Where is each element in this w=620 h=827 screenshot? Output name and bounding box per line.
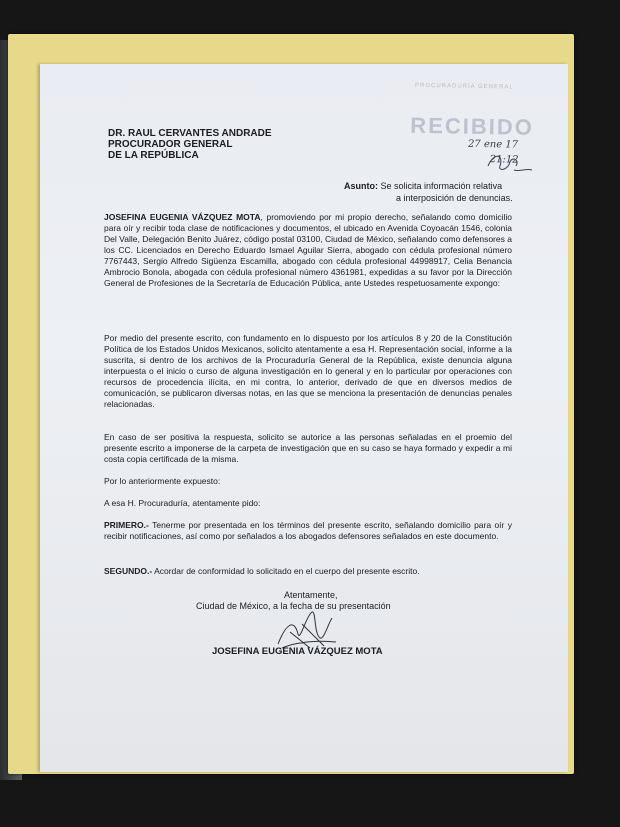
petitioner-name: JOSEFINA EUGENIA VÁZQUEZ MOTA — [104, 212, 261, 222]
primero-label: PRIMERO.- — [104, 520, 149, 530]
segundo-text: Acordar de conformidad lo solicitado en el cuerpo del presente escrito. — [152, 566, 420, 576]
addressee-block — [108, 128, 272, 161]
stamp-date: 27 ene 17 — [467, 138, 519, 151]
closing-atentamente: Atentamente, — [284, 590, 338, 600]
segundo-label: SEGUNDO.- — [104, 566, 153, 576]
stamp-header: PROCURADURÍA GENERAL — [414, 82, 514, 91]
paragraph-expuesto: Por lo anteriormente expuesto: — [104, 476, 221, 486]
addressee-institution: DE LA REPÚBLICA — [108, 150, 199, 161]
intro-text: , promoviendo por mi propio derecho, señalando como domicilio para oír y recibir toda clase de notificaciones y documentos, el ubicado en Avenida Coyoacán 1546, colonia Del Valle, Delegación Benito Juárez, código postal 03100, Ciudad de México, señalando como defensores a los CC. Licenciados en Derecho Eduardo Ismael Aguilar Sierra, abogado con cédula profesional número 7767443, Sergio Alfredo Sigüenza Escamilla, abogado con cédula profesional 44998917, Celia Benancia Ambrocio Bonola, abogada con cédula profesional número 4361981, expedidas a su favor por la Dirección General de Profesiones de la Secretaría de Educación Pública, ante Ustedes respetuosamente expongo: — [104, 212, 513, 288]
subject-line-2: a interposición de denuncias. — [396, 193, 513, 203]
stamp-initials-scribble — [480, 144, 540, 184]
stamp-word: RECIBIDO — [410, 112, 535, 140]
paragraph-authorization: En caso de ser positiva la respuesta, solicito se autorice a las personas señaladas en el proemio del presente escrito a imponerse de la carpeta de investigación que en su caso se haya formado y expedir a mi costa copia certificada de la misma. — [104, 432, 512, 464]
paragraph-primero — [104, 520, 512, 542]
letter-page — [40, 64, 568, 772]
paragraph-pido: A esa H. Procuraduría, atentamente pido: — [104, 498, 261, 508]
addressee-title: PROCURADOR GENERAL — [108, 139, 233, 150]
primero-text: Tenerme por presentada en los términos del presente escrito, señalando domicilio para oír y recibir notificaciones, así como por señalados a los abogados defensores señalados en este documento. — [104, 520, 512, 541]
paragraph-intro — [104, 212, 512, 289]
subject-line-1: Se solicita información relativa — [380, 181, 503, 191]
addressee-name: DR. RAUL CERVANTES ANDRADE — [108, 128, 272, 139]
closing-place-date: Ciudad de México, a la fecha de su presentación — [196, 601, 391, 611]
paragraph-segundo — [104, 566, 512, 577]
stamp-time: 21:12 — [489, 154, 519, 166]
subject-block — [344, 180, 513, 204]
paragraph-request: Por medio del presente escrito, con fundamento en lo dispuesto por los artículos 8 y 20 de la Constitución Política de los Estados Unidos Mexicanos, solicito atentamente a esa H. Representación social, informe a la suscrita, si dentro de los archivos de la Procuraduría General de la República, existe denuncia alguna interpuesta o el inicio o curso de alguna investigación en lo general y en lo particular por operaciones con recursos de procedencia ilícita, en mi contra, lo anterior, derivado de que en diversos medios de comunicación, se publicaron diversas notas, en las que se menciona la presentación de denuncias penales relacionadas. — [104, 333, 512, 409]
signer-name: JOSEFINA EUGENIA VÁZQUEZ MOTA — [212, 646, 383, 657]
subject-label: Asunto: — [344, 181, 378, 191]
